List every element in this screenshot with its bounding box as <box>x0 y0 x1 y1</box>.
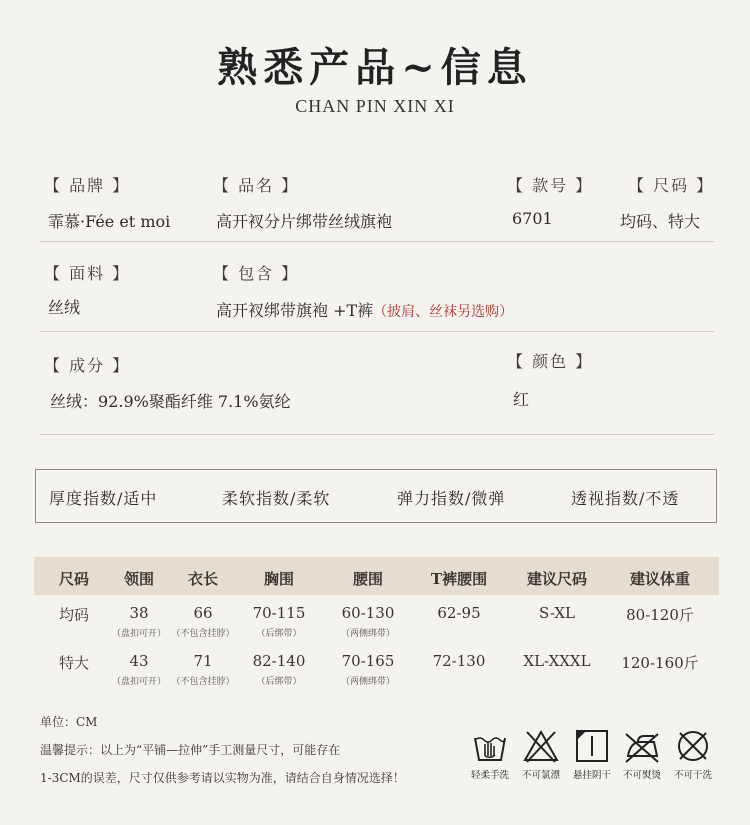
color-value: 红 <box>513 390 530 409</box>
table-cell: 72-130 <box>432 652 486 670</box>
size-label: 【 尺码 】 <box>628 176 715 195</box>
line-dry-shade-icon <box>574 728 610 764</box>
no-bleach-icon <box>523 728 559 764</box>
includes-value <box>216 298 513 321</box>
table-cell: 70-115 <box>252 604 306 622</box>
tip-line-2: 1-3CM的误差，尺寸仅供参考请以实物为准，请结合自身情况选择！ <box>40 771 405 785</box>
table-cell: 66 <box>193 604 213 622</box>
brand-value: 霏慕·Fée et moi <box>48 212 171 231</box>
table-cell: 60-130 <box>341 604 395 622</box>
table-header-bust: 胸围 <box>263 570 294 588</box>
page-title: 熟悉产品~信息 <box>217 44 533 91</box>
table-cell: 82-140 <box>252 652 306 670</box>
table-cell: 70-165 <box>341 652 395 670</box>
includes-label: 【 包含 】 <box>213 264 300 283</box>
elasticity-index: 弹力指数/微弹 <box>397 489 506 508</box>
care-label-no-bleach: 不可氯漂 <box>521 770 560 781</box>
table-note: （后绑带） <box>256 677 302 687</box>
table-note: （后绑带） <box>256 629 302 639</box>
thickness-index: 厚度指数/适中 <box>49 489 158 508</box>
table-note: （不包含挂脖） <box>171 629 235 639</box>
table-cell: 71 <box>193 652 213 670</box>
table-header-size: 尺码 <box>58 570 89 588</box>
care-label-line-dry: 悬挂阴干 <box>572 770 611 781</box>
divider <box>40 434 714 435</box>
divider <box>40 241 714 242</box>
divider <box>40 331 714 332</box>
includes-note: （披肩、丝袜另选购） <box>373 304 514 320</box>
table-cell: 均码 <box>58 606 89 624</box>
table-header-collar: 领围 <box>123 570 154 588</box>
care-label-no-dry-clean: 不可干洗 <box>673 770 712 781</box>
product-name-label: 【 品名 】 <box>213 176 300 195</box>
table-cell: XL-XXXL <box>523 652 591 670</box>
table-note: （盘扣可开） <box>111 629 166 639</box>
product-name-value: 高开衩分片绑带丝绒旗袍 <box>216 212 393 231</box>
tip-line-1: 温馨提示：以上为“平铺—拉伸”手工测量尺寸，可能存在 <box>40 743 341 757</box>
table-cell: 120-160斤 <box>621 654 699 672</box>
table-note: （两侧绑带） <box>340 629 395 639</box>
table-cell: 43 <box>129 652 149 670</box>
unit-note: 单位：CM <box>40 715 98 729</box>
no-iron-icon <box>624 728 660 764</box>
table-note: （不包含挂脖） <box>171 677 235 687</box>
table-header-waist: 腰围 <box>352 570 383 588</box>
indices-box <box>35 469 717 523</box>
page-subtitle: CHAN PIN XIN XI <box>295 96 455 116</box>
includes-text: 高开衩绑带旗袍 +T裤 <box>216 301 374 320</box>
table-header-recommended-weight: 建议体重 <box>629 570 690 588</box>
care-label-hand-wash: 轻柔手洗 <box>470 770 509 781</box>
composition-label: 【 成分 】 <box>44 356 131 375</box>
table-cell: 特大 <box>58 654 89 672</box>
model-label: 【 款号 】 <box>507 176 594 195</box>
no-dry-clean-icon <box>675 728 711 764</box>
fabric-value: 丝绒 <box>48 298 81 317</box>
fabric-label: 【 面料 】 <box>44 264 131 283</box>
table-cell: S-XL <box>539 604 575 622</box>
table-cell: 62-95 <box>437 604 481 622</box>
model-value: 6701 <box>512 209 553 228</box>
table-note: （两侧绑带） <box>340 677 395 687</box>
table-cell: 80-120斤 <box>626 606 694 624</box>
hand-wash-icon <box>472 728 508 764</box>
care-label-no-iron: 不可熨烫 <box>622 770 661 781</box>
table-note: （盘扣可开） <box>111 677 166 687</box>
table-header-t-pants-waist: T裤腰围 <box>430 570 488 588</box>
size-value: 均码、特大 <box>620 212 701 231</box>
composition-value: 丝绒：92.9%聚酯纤维 7.1%氨纶 <box>50 392 291 411</box>
brand-label: 【 品牌 】 <box>44 176 131 195</box>
table-cell: 38 <box>129 604 149 622</box>
table-header-length: 衣长 <box>187 570 218 588</box>
color-label: 【 颜色 】 <box>507 352 594 371</box>
transparency-index: 透视指数/不透 <box>571 489 680 508</box>
table-header-recommended-size: 建议尺码 <box>526 570 587 588</box>
softness-index: 柔软指数/柔软 <box>222 489 331 508</box>
